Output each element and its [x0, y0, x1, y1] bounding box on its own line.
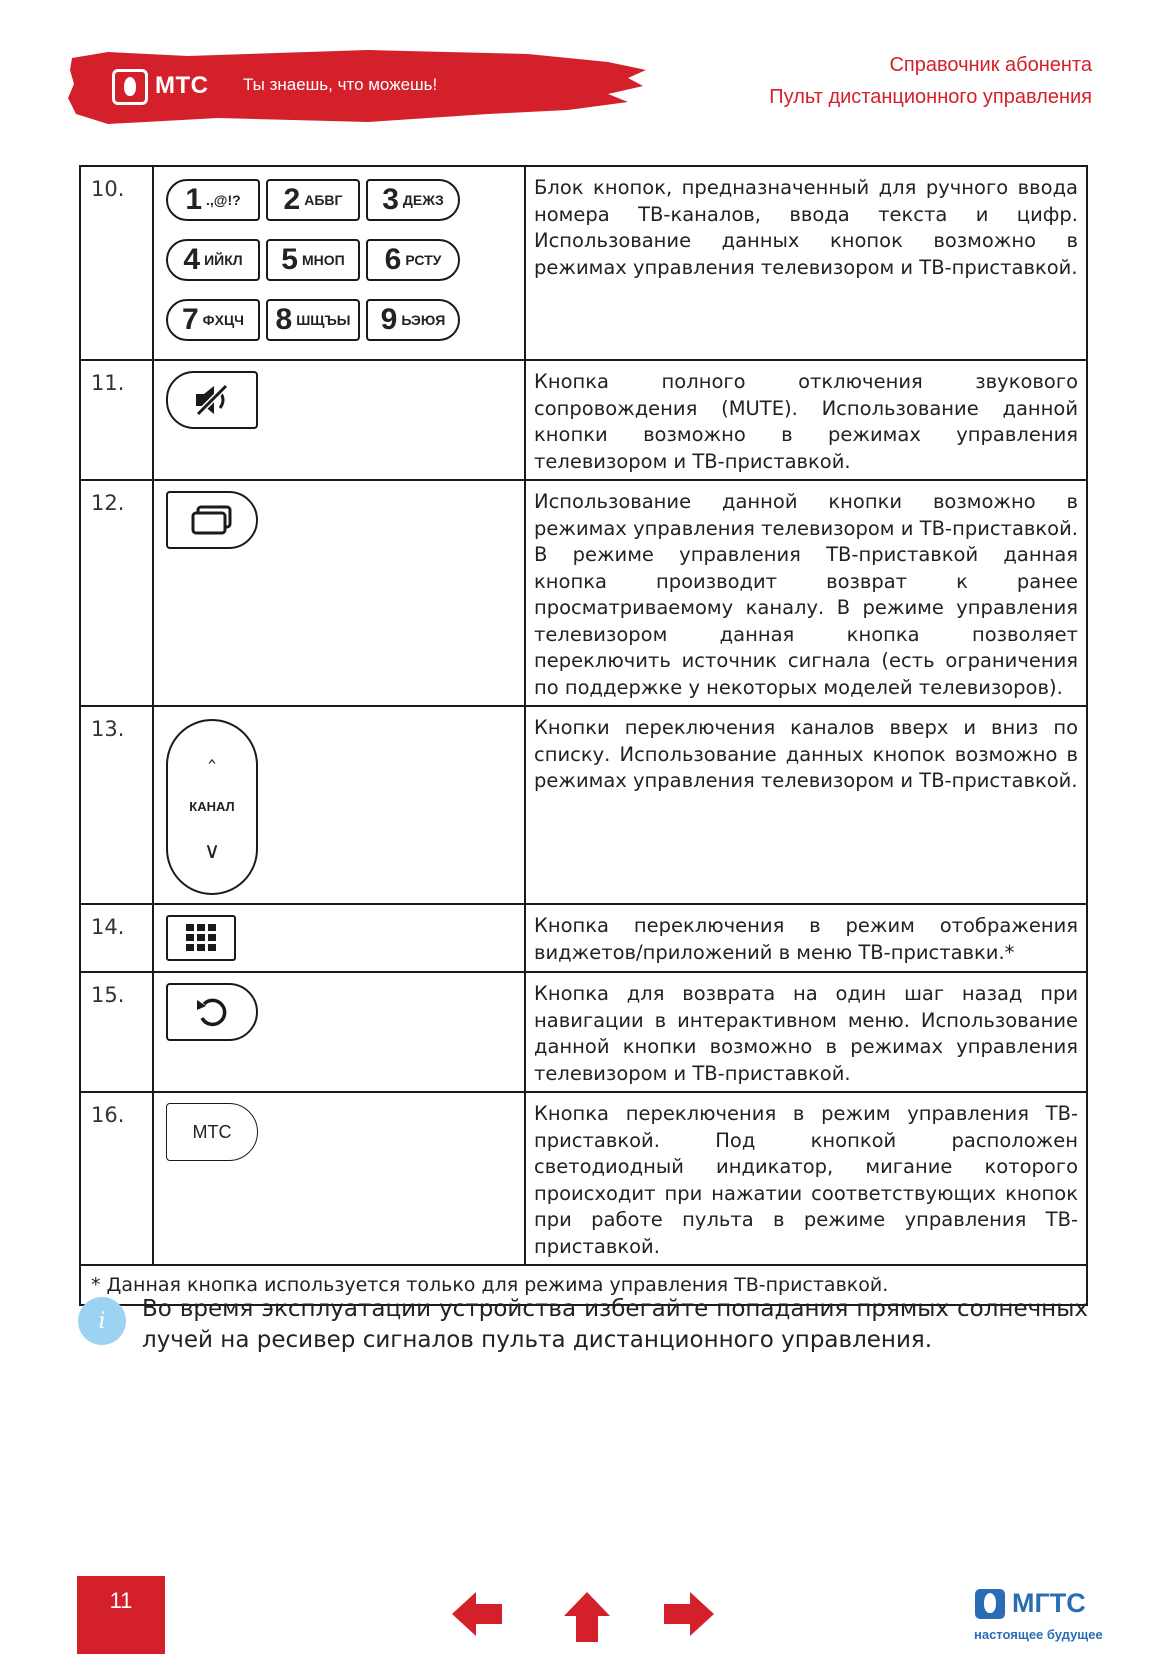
header-title-line1: Справочник абонента [889, 54, 1092, 76]
table-row [80, 166, 1087, 360]
mts-mode-illustration [153, 1092, 525, 1265]
row-description: Кнопка переключения в режим отображения виджетов/приложений в меню ТВ-приставки.* [525, 904, 1087, 972]
header-title [769, 49, 1092, 113]
key-2-icon: 2 АБВГ [266, 179, 360, 221]
row-description: Кнопка переключения в режим управления ТВ-приставкой. Под кнопкой расположен светодиодный индикатор, мигание которого происходит при нажатии соответствующих кнопок при работе пульта в режиме управления ТВ-приставкой. [525, 1092, 1087, 1265]
channel-rocker-icon [166, 719, 258, 895]
table-row [80, 706, 1087, 904]
header-title-line2: Пульт дистанционного управления [769, 86, 1092, 108]
header-slogan: Ты знаешь, что можешь! [243, 75, 438, 94]
row-description: Кнопка полного отключения звукового сопровождения (MUTE). Использование данной кнопки возможно в режимах управления телевизором и ТВ-приставкой. [525, 360, 1087, 480]
row-number: 14. [80, 904, 153, 972]
row-number: 11. [80, 360, 153, 480]
buttons-table [79, 165, 1088, 1306]
key-8-icon: 8 ШЩЪЫ [266, 299, 360, 341]
row-number: 12. [80, 480, 153, 706]
row-number: 15. [80, 972, 153, 1092]
mts-mode-icon [166, 1103, 258, 1161]
footnote: * Данная кнопка используется только для режима управления ТВ-приставкой. [80, 1265, 1087, 1305]
row-number: 13. [80, 706, 153, 904]
table-row [80, 1092, 1087, 1265]
source-illustration [153, 480, 525, 706]
row-number: 16. [80, 1092, 153, 1265]
row-description: Кнопка для возврата на один шаг назад при навигации в интерактивном меню. Использование данной кнопки возможно в режимах управления телевизором и ТВ-приставкой. [525, 972, 1087, 1092]
chevron-down-icon: ∨ [203, 839, 221, 864]
key-3-icon: 3 ДЕЖЗ [366, 179, 460, 221]
row-description: Кнопки переключения каналов вверх и вниз по списку. Использование данных кнопок возможно в режимах управления телевизором и ТВ-приставкой. [525, 706, 1087, 904]
row-number: 10. [80, 166, 153, 360]
table-row [80, 904, 1087, 972]
mute-icon [166, 371, 258, 429]
table-row [80, 360, 1087, 480]
table-row [80, 480, 1087, 706]
key-1-icon: 1 .,@!? [166, 179, 260, 221]
mts-logo-icon [112, 69, 148, 105]
key-5-icon: 5 МНОП [266, 239, 360, 281]
key-4-icon: 4 ИЙКЛ [166, 239, 260, 281]
key-6-icon: 6 РСТУ [366, 239, 460, 281]
row-description: Использование данной кнопки возможно в режимах управления телевизором и ТВ-приставкой. В режиме управления ТВ-приставкой данная кнопка производит возврат к ранее просматриваемому каналу. В режиме управления телевизором данная кнопка позволяет переключить источник сигнала (есть ограничения по поддержке у некоторых моделей телевизоров). [525, 480, 1087, 706]
info-icon: i [78, 1297, 126, 1345]
mgts-slogan: настоящее будущее [974, 1627, 1103, 1642]
mts-button-label: МТС [192, 1121, 232, 1142]
arrow-left-icon[interactable] [450, 1590, 504, 1638]
key-9-icon: 9 ЬЭЮЯ [366, 299, 460, 341]
apps-grid-icon [166, 915, 236, 961]
channel-illustration [153, 706, 525, 904]
mute-illustration [153, 360, 525, 480]
chevron-up-icon: ‸ [208, 739, 216, 764]
back-arrow-icon [166, 983, 258, 1041]
logo-text: МТС [155, 72, 209, 99]
keypad-illustration [153, 166, 525, 360]
key-7-icon: 7 ФХЦЧ [166, 299, 260, 341]
mgts-brand: МГТС [1012, 1588, 1086, 1618]
page-number: 11 [77, 1576, 165, 1654]
arrow-right-icon[interactable] [662, 1590, 716, 1638]
row-description: Блок кнопок, предназначенный для ручного ввода номера ТВ-каналов, ввода текста и цифр. Использование данных кнопок возможно в режимах управления телевизором и ТВ-приставкой. [525, 166, 1087, 360]
info-text: Во время эксплуатации устройства избегайте попадания прямых солнечных лучей на ресивер сигналов пульта дистанционного управления. [142, 1296, 1088, 1353]
channel-label: КАНАЛ [189, 799, 235, 814]
source-switch-icon [166, 491, 258, 549]
arrow-up-icon[interactable] [562, 1590, 612, 1644]
mgts-logo-icon [975, 1589, 1005, 1619]
apps-illustration [153, 904, 525, 972]
back-illustration [153, 972, 525, 1092]
table-row [80, 972, 1087, 1092]
